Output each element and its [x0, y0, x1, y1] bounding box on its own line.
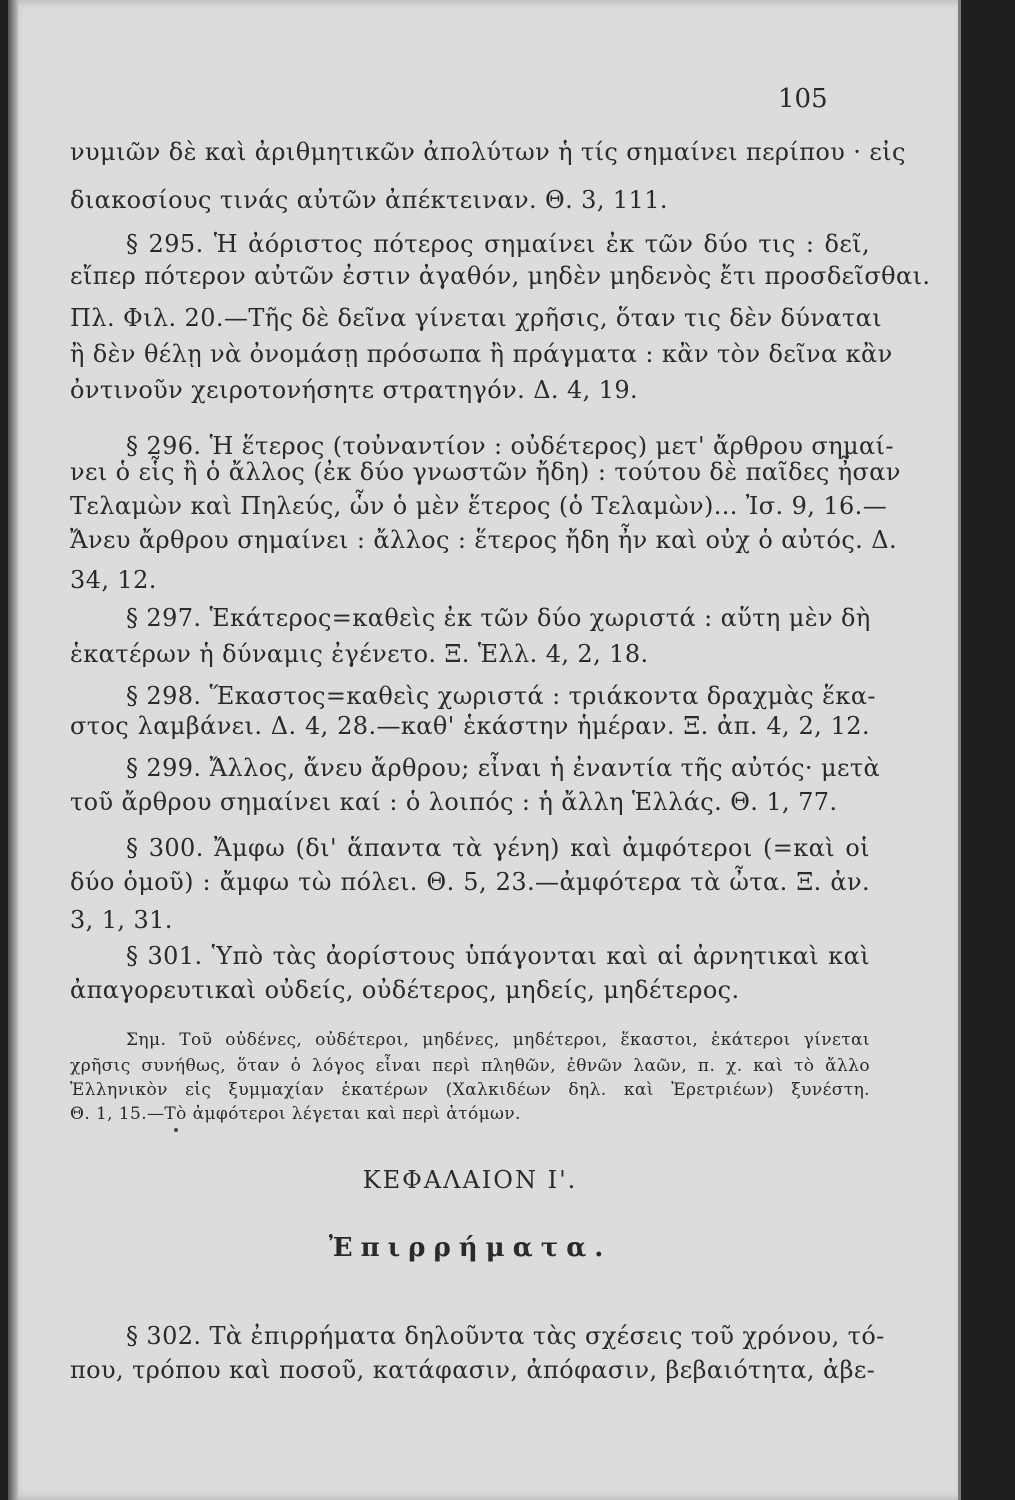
section-297-line: § 297. Ἑκάτερος=καθεὶς ἐκ τῶν δύο χωριστά : αὕτη μὲν δὴ	[126, 604, 871, 632]
text-line: δύο ὁμοῦ) : ἄμφω τὼ πόλει. Θ. 5, 23.—ἀμφότερα τὰ ὦτα. Ξ. ἀν.	[70, 868, 870, 896]
note-line: χρῆσις συνήθως, ὅταν ὁ λόγος εἶναι περὶ πληθῶν, ἐθνῶν λαῶν, π. χ. καὶ τὸ ἄλλο	[70, 1056, 870, 1076]
note-line: Ἑλληνικὸν εἰς ξυμμαχίαν ἑκατέρων (Χαλκιδέων δηλ. καὶ Ἐρετριέων) ξυνέστη.	[70, 1080, 870, 1100]
section-296-line: § 296. Ἡ ἕτερος (τοὐναντίον : οὐδέτερος) μετ' ἄρθρου σημαί-	[126, 432, 894, 460]
text-line: ἢ δὲν θέλῃ νὰ ὀνομάσῃ πρόσωπα ἢ πράγματα : κἂν τὸν δεῖνα κἂν	[70, 340, 893, 368]
text-line: εἴπερ πότερον αὐτῶν ἐστιν ἀγαθόν, μηδὲν μηδενὸς ἔτι προσδεῖσθαι.	[70, 262, 931, 290]
note-line: Σημ. Τοῦ οὐδένες, οὐδέτεροι, μηδένες, μηδέτεροι, ἕκαστοι, ἑκάτεροι γίνεται	[126, 1030, 870, 1050]
section-title: Ἐπιρρήματα.	[328, 1233, 612, 1263]
page-number: 105	[778, 84, 828, 114]
text-line: 34, 12.	[70, 566, 157, 594]
section-298-line: § 298. Ἕκαστος=καθεὶς χωριστά : τριάκοντα δραχμὰς ἕκα-	[126, 682, 876, 710]
chapter-heading: ΚΕΦΑΛΑΙΟΝ Ι'.	[362, 1166, 578, 1194]
text-line: ὀντινοῦν χειροτονήσητε στρατηγόν. Δ. 4, 19.	[70, 376, 639, 404]
text-line: Τελαμὼν καὶ Πηλεύς, ὧν ὁ μὲν ἕτερος (ὁ Τελαμὼν)... Ἰσ. 9, 16.—	[70, 492, 888, 520]
text-line: στος λαμβάνει. Δ. 4, 28.—καθ' ἑκάστην ἡμέραν. Ξ. ἀπ. 4, 2, 12.	[70, 712, 870, 740]
book-page	[8, 0, 961, 1500]
text-line: νυμιῶν δὲ καὶ ἀριθμητικῶν ἀπολύτων ἡ τίς σημαίνει περίπου · εἰς	[70, 138, 906, 166]
section-295-line: § 295. Ἡ ἀόριστος πότερος σημαίνει ἐκ τῶν δύο τις : δεῖ,	[126, 230, 870, 258]
text-line: τοῦ ἄρθρου σημαίνει καί : ὁ λοιπός : ἡ ἄλλη Ἑλλάς. Θ. 1, 77.	[70, 788, 838, 816]
ink-speck	[174, 1128, 178, 1132]
text-line: ἑκατέρων ἡ δύναμις ἐγένετο. Ξ. Ἑλλ. 4, 2, 18.	[70, 640, 649, 668]
note-line: Θ. 1, 15.—Τὸ ἀμφότεροι λέγεται καὶ περὶ ἀτόμων.	[70, 1104, 521, 1124]
text-line: ἀπαγορευτικαὶ οὐδείς, οὐδέτερος, μηδείς, μηδέτερος.	[70, 976, 740, 1004]
text-line: Ἄνευ ἄρθρου σημαίνει : ἄλλος : ἕτερος ἤδη ἦν καὶ οὐχ ὁ αὐτός. Δ.	[70, 526, 897, 554]
text-line: Πλ. Φιλ. 20.—Τῆς δὲ δεῖνα γίνεται χρῆσις, ὅταν τις δὲν δύναται	[70, 304, 883, 332]
text-line: 3, 1, 31.	[70, 906, 173, 934]
text-line: νει ὁ εἷς ἢ ὁ ἄλλος (ἐκ δύο γνωστῶν ἤδη) : τούτου δὲ παῖδες ἦσαν	[70, 458, 901, 486]
page-gutter-shadow	[8, 0, 18, 1500]
text-line: που, τρόπου καὶ ποσοῦ, κατάφασιν, ἀπόφασιν, βεβαιότητα, ἀβε-	[70, 1356, 876, 1384]
section-300-line: § 300. Ἄμφω (δι' ἅπαντα τὰ γένη) καὶ ἀμφότεροι (=καὶ οἱ	[126, 834, 870, 862]
section-299-line: § 299. Ἄλλος, ἄνευ ἄρθρου; εἶναι ἡ ἐναντία τῆς αὐτός· μετὰ	[126, 754, 881, 782]
section-302-line: § 302. Τὰ ἐπιρρήματα δηλοῦντα τὰς σχέσεις τοῦ χρόνου, τό-	[126, 1322, 885, 1350]
section-301-line: § 301. Ὑπὸ τὰς ἀορίστους ὑπάγονται καὶ αἱ ἀρνητικαὶ καὶ	[126, 942, 870, 970]
text-line: διακοσίους τινάς αὐτῶν ἀπέκτειναν. Θ. 3, 111.	[70, 186, 668, 214]
